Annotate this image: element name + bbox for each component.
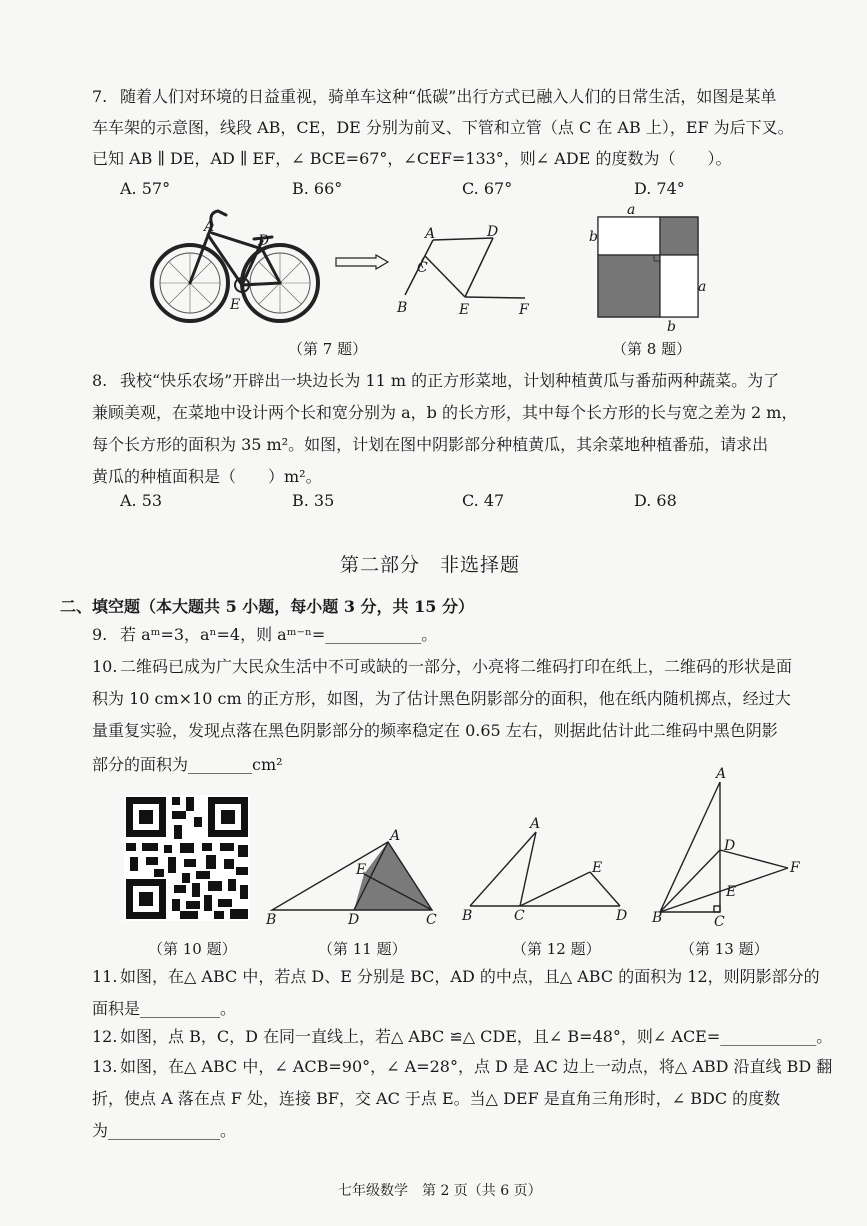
- figure-7: [395, 220, 545, 320]
- svg-text:A: A: [204, 219, 215, 235]
- fig7-label-d: D: [487, 224, 499, 240]
- fig7-label-b: B: [397, 300, 408, 316]
- fig11-label-c: C: [426, 912, 437, 928]
- q10-line-4: 部分的面积为________cm²: [92, 755, 283, 774]
- svg-text:D: D: [258, 233, 270, 249]
- q7-number: 7.: [92, 87, 108, 106]
- q12-number: 12.: [92, 1027, 118, 1046]
- q8-number: 8.: [92, 371, 108, 390]
- fig13-label-f: F: [790, 860, 800, 876]
- fig12-label-d: D: [616, 908, 628, 924]
- fig12-label-e: E: [592, 860, 603, 876]
- figure-11-caption: （第 11 题）: [318, 940, 407, 958]
- fig13-label-c: C: [714, 914, 725, 930]
- figure-13-caption: （第 13 题）: [680, 940, 769, 958]
- q13-line-3: 为______________。: [92, 1121, 237, 1140]
- qr-code-figure: [124, 795, 250, 921]
- figure-10-caption: （第 10 题）: [148, 940, 237, 958]
- q8-option-d: D. 68: [634, 491, 677, 510]
- q13-number: 13.: [92, 1057, 118, 1076]
- svg-text:E: E: [230, 297, 241, 313]
- fig13-label-d: D: [724, 838, 736, 854]
- q8-option-c: C. 47: [462, 491, 505, 510]
- bicycle-figure: [150, 205, 320, 325]
- q7-option-b: B. 66°: [292, 179, 343, 198]
- q10-line-1: 二维码已成为广大民众生活中不可或缺的一部分，小亮将二维码打印在纸上，二维码的形状是面: [120, 657, 793, 676]
- q7-option-c: C. 67°: [462, 179, 513, 198]
- fig7-label-f: F: [519, 302, 529, 318]
- figure-13: [648, 766, 808, 930]
- q11-number: 11.: [92, 967, 118, 986]
- q8-line-4: 黄瓜的种植面积是（ ）m²。: [92, 467, 322, 486]
- fig12-label-a: A: [530, 816, 541, 832]
- fig7-label-c: C: [417, 260, 428, 276]
- figure-8-caption: （第 8 题）: [612, 340, 692, 358]
- q13-line-1: 如图，在△ ABC 中，∠ ACB=90°，∠ A=28°，点 D 是 AC 边上一动点，将△ ABD 沿直线 BD 翻: [120, 1057, 833, 1076]
- fig11-label-b: B: [266, 912, 277, 928]
- q8-line-1: 我校“快乐农场”开辟出一块边长为 11 m 的正方形菜地，计划种植黄瓜与番茄两种蔬菜。为了: [120, 371, 780, 390]
- q10-line-3: 量重复实验，发现点落在黑色阴影部分的频率稳定在 0.65 左右，则据此估计此二维码中黑色阴影: [92, 721, 778, 740]
- q11-line-1: 如图，在△ ABC 中，若点 D、E 分别是 BC，AD 的中点，且△ ABC 的面积为 12，则阴影部分的: [120, 967, 820, 986]
- q7-line-2: 车车架的示意图，线段 AB，CE，DE 分别为前叉、下管和立管（点 C 在 AB 上），EF 为后下叉。: [92, 118, 794, 137]
- section-two-title: 二、填空题（本大题共 5 小题，每小题 3 分，共 15 分）: [60, 597, 474, 616]
- fig7-label-a: A: [425, 226, 436, 242]
- fig7-label-e: E: [459, 302, 470, 318]
- q12-text: 如图，点 B，C，D 在同一直线上，若△ ABC ≌△ CDE，且∠ B=48°，则∠ ACE=____________。: [120, 1027, 833, 1046]
- page-footer: 七年级数学 第 2 页（共 6 页）: [338, 1183, 542, 1199]
- fig12-label-c: C: [514, 908, 525, 924]
- q7-line-1: 随着人们对环境的日益重视，骑单车这种“低碳”出行方式已融入人们的日常生活，如图是某单: [120, 87, 777, 106]
- q9-number: 9.: [92, 625, 108, 644]
- q11-line-2: 面积是__________。: [92, 999, 237, 1018]
- q7-option-d: D. 74°: [634, 179, 685, 198]
- fig11-label-d: D: [348, 912, 360, 928]
- figure-7-caption: （第 7 题）: [288, 340, 368, 358]
- fig8-label-b-left: b: [589, 229, 598, 245]
- arrow-icon: [336, 255, 388, 269]
- q7-line-3: 已知 AB ∥ DE，AD ∥ EF，∠ BCE=67°，∠CEF=133°，则∠ ADE 的度数为（ ）。: [92, 149, 732, 168]
- figure-11: [262, 828, 447, 928]
- fig13-label-a: A: [716, 766, 727, 782]
- q13-line-2: 折，使点 A 落在点 F 处，连接 BF，交 AC 于点 E。当△ DEF 是直角三角形时，∠ BDC 的度数: [92, 1089, 781, 1108]
- fig11-label-e: E: [356, 862, 367, 878]
- fig8-label-a-top: a: [627, 202, 636, 218]
- q8-option-b: B. 35: [292, 491, 335, 510]
- figure-8: [585, 202, 715, 335]
- q8-line-3: 每个长方形的面积为 35 m²。如图，计划在图中阴影部分种植黄瓜，其余菜地种植番茄，请求出: [92, 435, 769, 454]
- fig12-label-b: B: [462, 908, 473, 924]
- fig11-label-a: A: [390, 828, 401, 844]
- fig8-label-a-right: a: [698, 279, 707, 295]
- q9-text: 若 aᵐ=3，aⁿ=4，则 aᵐ⁻ⁿ=____________。: [120, 625, 438, 644]
- fig13-label-b: B: [652, 910, 663, 926]
- q8-line-2: 兼顾美观，在菜地中设计两个长和宽分别为 a，b 的长方形，其中每个长方形的长与宽之差为 2 m，: [92, 403, 798, 422]
- figure-12: [460, 812, 635, 927]
- q7-option-a: A. 57°: [120, 179, 171, 198]
- part-two-heading: 第二部分 非选择题: [340, 554, 521, 576]
- q8-option-a: A. 53: [120, 491, 163, 510]
- fig13-label-e: E: [726, 884, 737, 900]
- figure-12-caption: （第 12 题）: [512, 940, 601, 958]
- fig8-label-b-bottom: b: [667, 319, 676, 335]
- q10-number: 10.: [92, 657, 118, 676]
- q10-line-2: 积为 10 cm×10 cm 的正方形，如图，为了估计黑色阴影部分的面积，他在纸内随机掷点，经过大: [92, 689, 791, 708]
